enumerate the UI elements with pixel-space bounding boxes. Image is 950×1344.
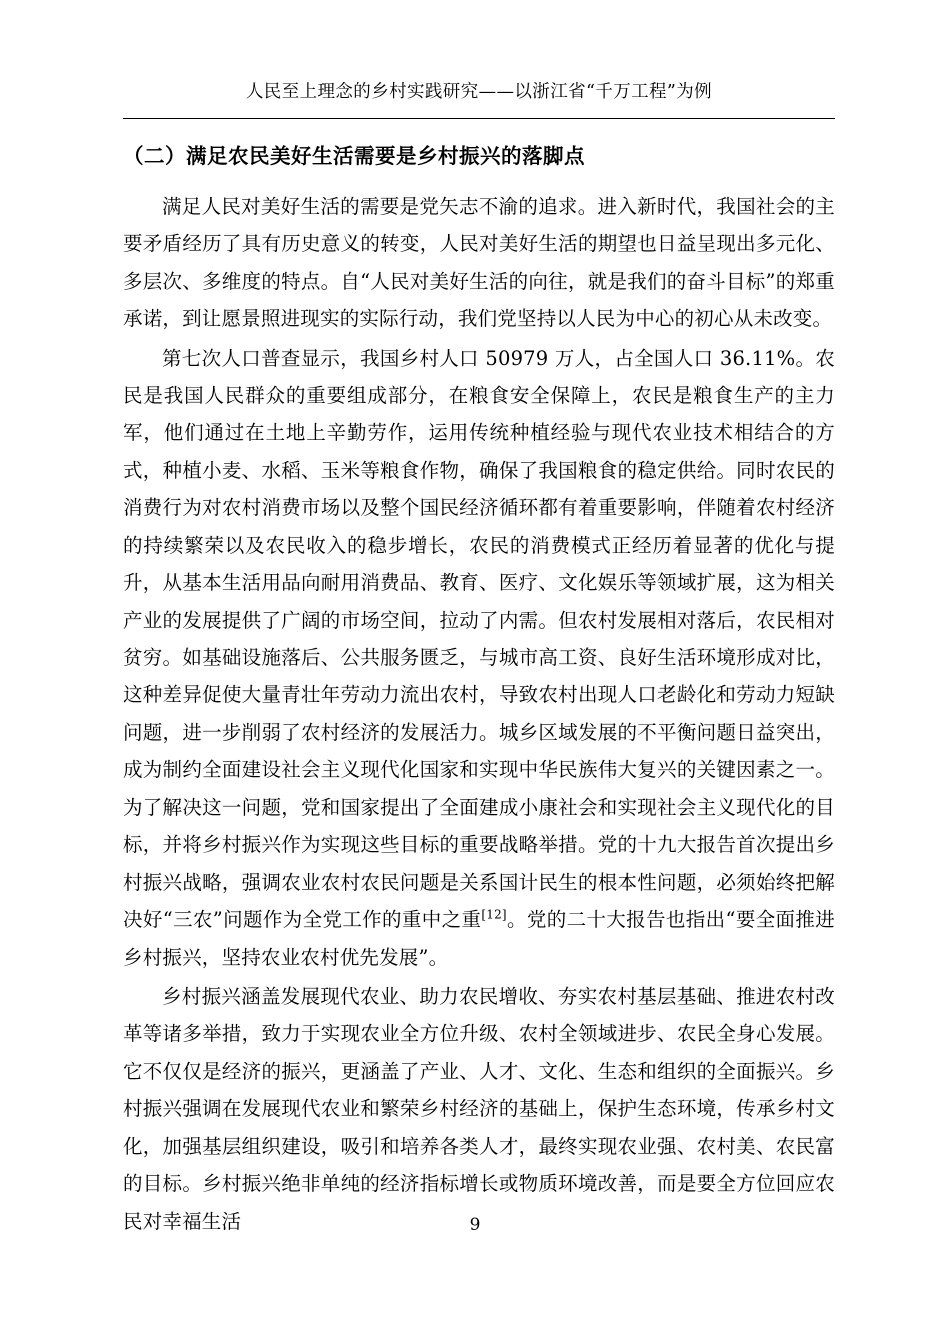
paragraph-2-text: 第七次人口普查显示，我国乡村人口 50979 万人，占全国人口 36.11%。农民是我国人民群众的重要组成部分，在粮食安全保障上，农民是粮食生产的主力军，他们通过在土地上辛勤劳作，运用传统种植经验与现代农业技术相结合的方式，种植小麦、水稻、玉米等粮食作物，确保了我国粮食的稳定供给。同时农民的消费行为对农村消费市场以及整个国民经济循环都有着重要影响，伴随着农村经济的持续繁荣以及农民收入的稳步增长，农民的消费模式正经历着显著的优化与提升，从基本生活用品向耐用消费品、教育、医疗、文化娱乐等领域扩展，这为相关产业的发展提供了广阔的市场空间，拉动了内需。但农村发展相对落后，农民相对贫穷。如基础设施落后、公共服务匮乏，与城市高工资、良好生活环境形成对比，这种差异促使大量青壮年劳动力流出农村，导致农村出现人口老龄化和劳动力短缺问题，进一步削弱了农村经济的发展活力。城乡区域发展的不平衡问题日益突出，成为制约全面建设社会主义现代化国家和实现中华民族伟大复兴的关键因素之一。为了解决这一问题，党和国家提出了全面建成小康社会和实现社会主义现代化的目标，并将乡村振兴作为实现这些目标的重要战略举措。党的十九大报告首次提出乡村振兴战略，强调农业农村农民问题是关系国计民生的根本性问题，必须始终把解决好“三农”问题作为全党工作的重中之重 <box>123 346 835 932</box>
page-content <box>123 78 835 1242</box>
paragraph-1: 满足人民对美好生活的需要是党矢志不渝的追求。进入新时代，我国社会的主要矛盾经历了具有历史意义的转变，人民对美好生活的期望也日益呈现出多元化、多层次、多维度的特点。自“人民对美好生活的向往，就是我们的奋斗目标”的郑重承诺，到让愿景照进现实的实际行动，我们党坚持以人民为中心的初心从未改变。 <box>123 194 835 331</box>
header-divider <box>123 118 835 119</box>
citation-marker: [12] <box>481 907 507 922</box>
paragraph-2-tail: 。党的二十大报告也指出“要全面推进乡村振兴，坚持农业农村优先发展”。 <box>123 908 835 969</box>
paragraph-3: 乡村振兴涵盖发展现代农业、助力农民增收、夯实农村基层基础、推进农村改革等诸多举措，致力于实现农业全方位升级、农村全领域进步、农民全身心发展。它不仅仅是经济的振兴，更涵盖了产业、人才、文化、生态和组织的全面振兴。乡村振兴强调在发展现代农业和繁荣乡村经济的基础上，保护生态环境，传承乡村文化，加强基层组织建设，吸引和培养各类人才，最终实现农业强、农村美、农民富的目标。乡村振兴绝非单纯的经济指标增长或物质环境改善，而是要全方位回应农民对幸福生活 <box>123 984 835 1233</box>
section-heading: （二）满足农民美好生活需要是乡村振兴的落脚点 <box>123 144 585 168</box>
running-head: 人民至上理念的乡村实践研究——以浙江省“千万工程”为例 <box>245 82 713 102</box>
paragraph-2 <box>123 340 835 976</box>
page-number: 9 <box>469 1215 481 1235</box>
